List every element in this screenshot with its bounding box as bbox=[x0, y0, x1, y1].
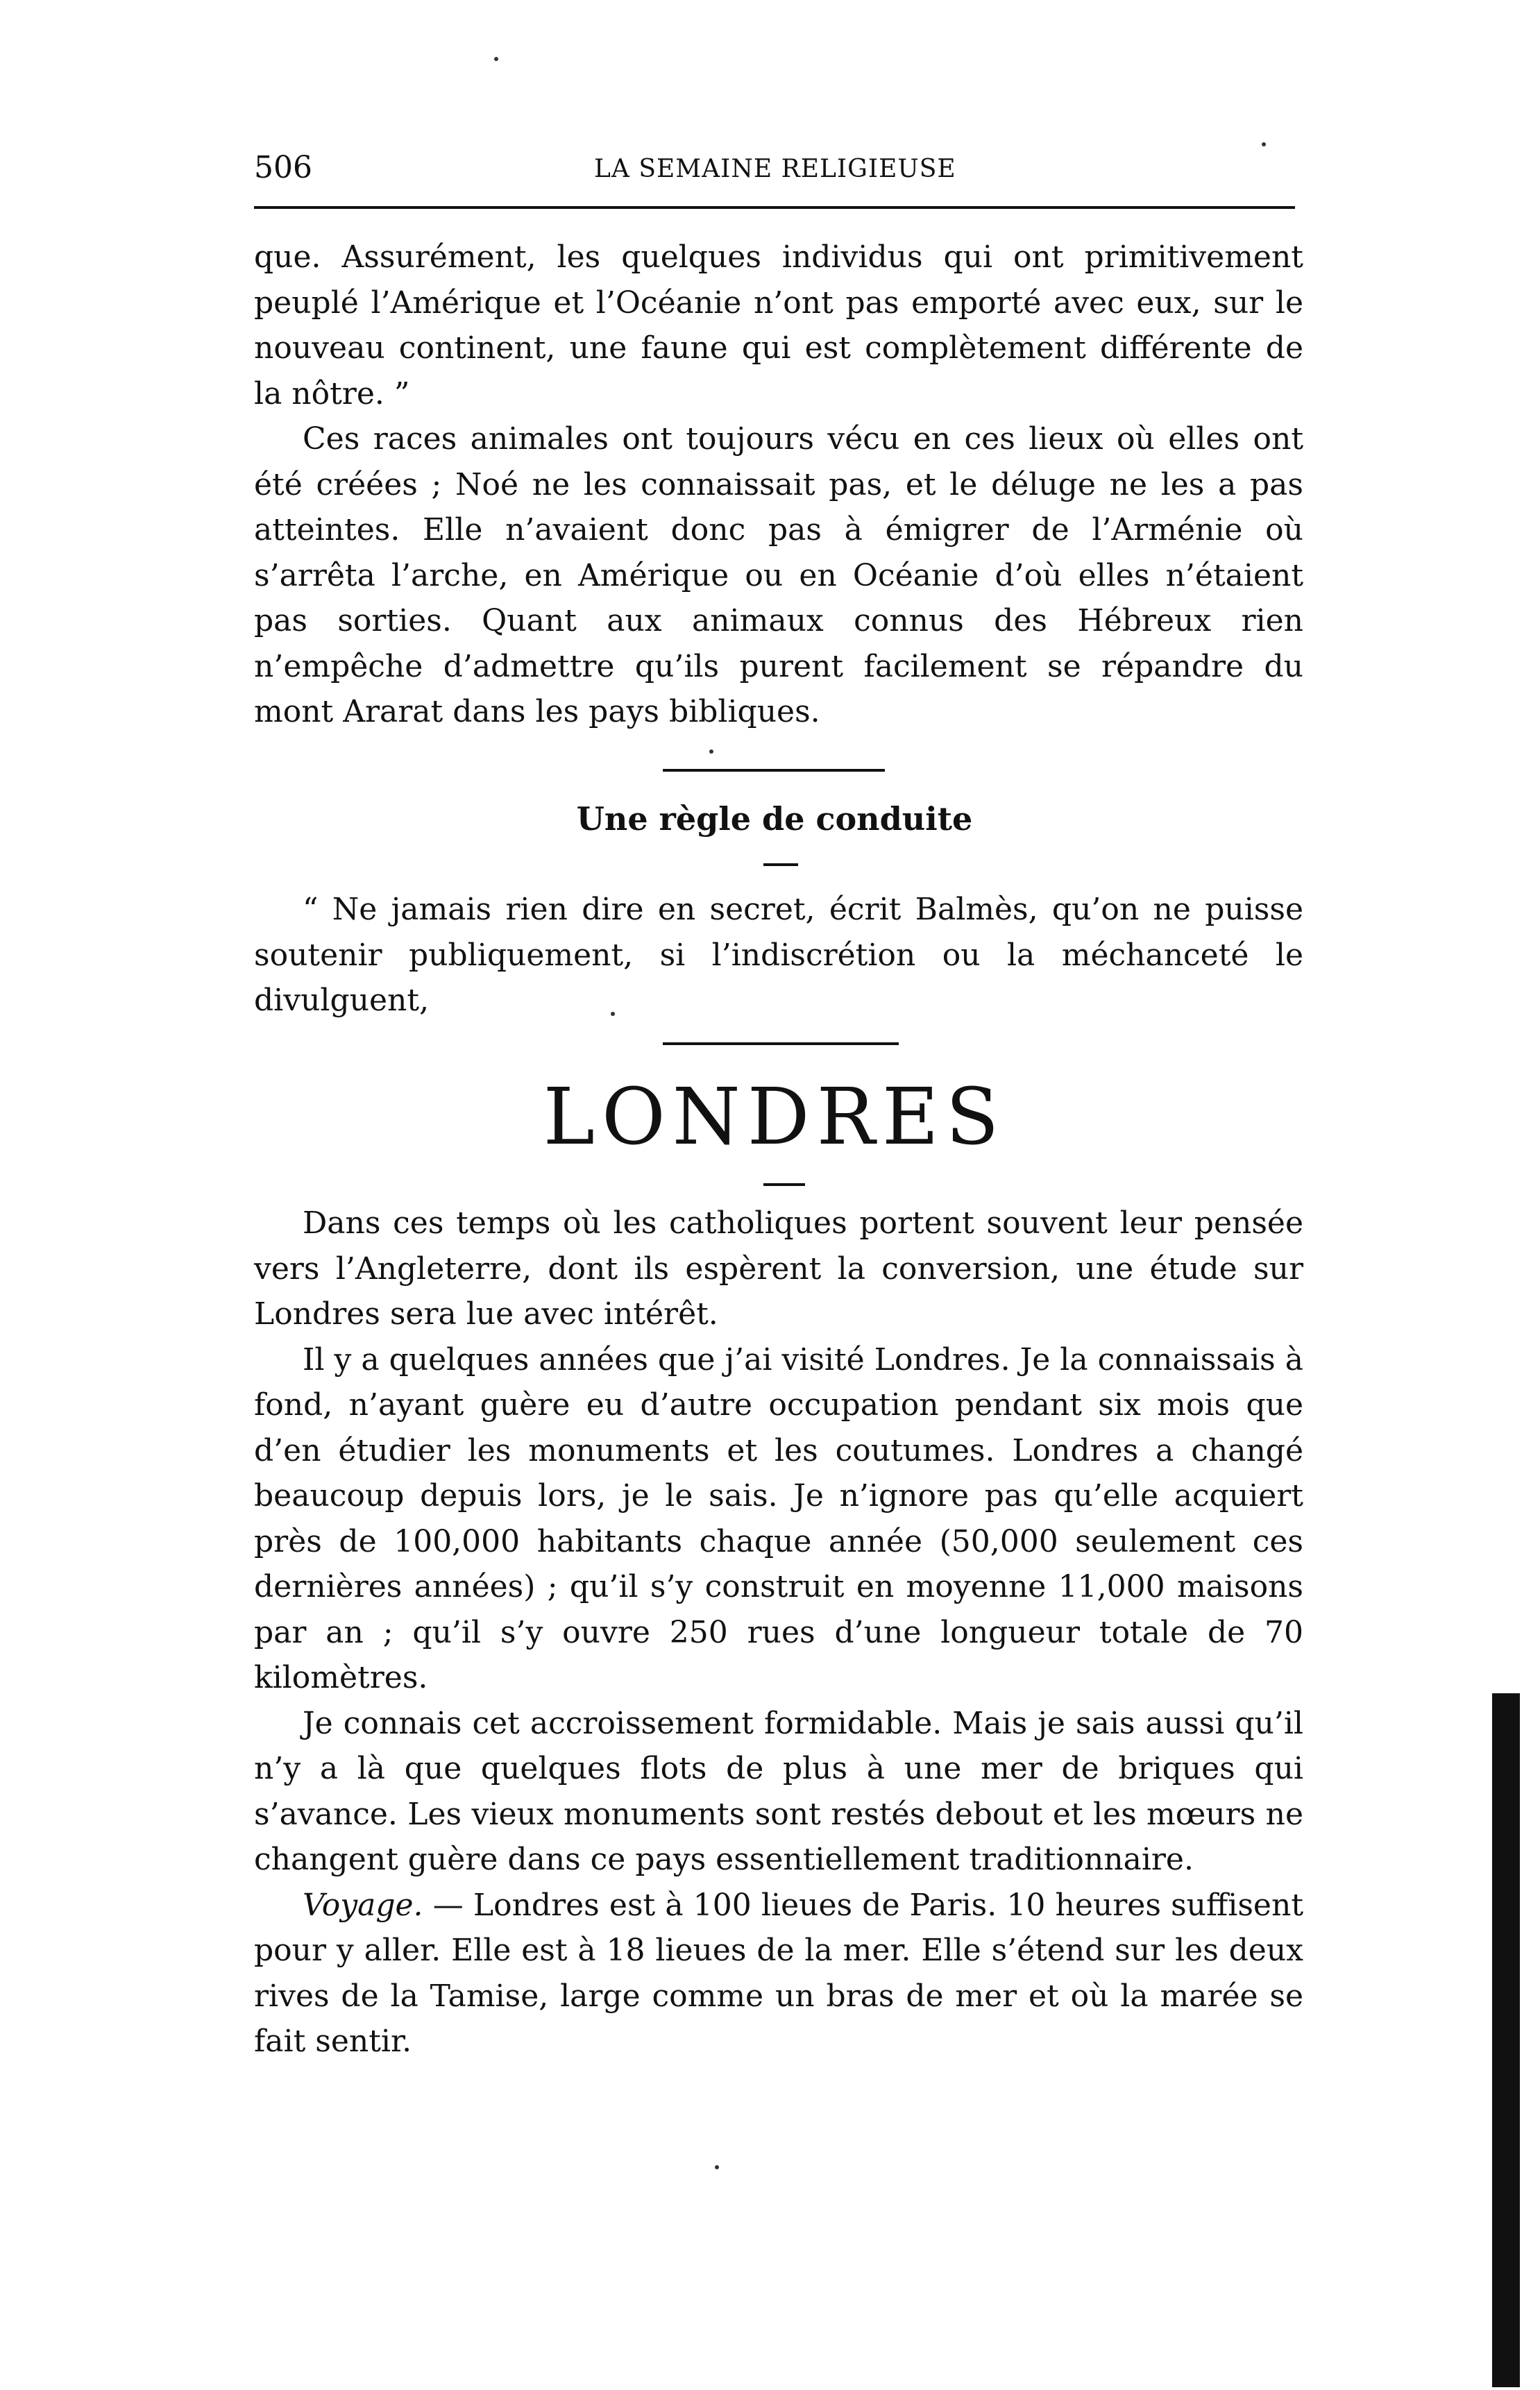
paragraph: “ Ne jamais rien dire en secret, écrit Balmès, qu’on ne puisse soutenir publiquement, si l’indiscrétion ou la méchanceté le divulguent, bbox=[254, 892, 1303, 1018]
paragraph bbox=[254, 1883, 1303, 2065]
paragraph: que. Assurément, les quelques individus qui ont primitivement peuplé l’Amérique et l’Océanie n’ont pas emporté avec eux, sur le nouveau continent, une faune qui est complètement différente de la nôtre. ” bbox=[254, 239, 1303, 412]
page-number: 506 bbox=[254, 150, 312, 185]
page-header bbox=[254, 147, 1295, 189]
paragraph-text: — Londres est à 100 lieues de Paris. 10 heures suffisent pour y aller. Elle est à 18 lieues de la mer. Elle s’étend sur les deux rives de la Tamise, large comme un bras de mer et où la marée se fait sentir. bbox=[254, 1887, 1303, 2059]
continuation-block bbox=[254, 235, 1303, 735]
scan-speck bbox=[1262, 142, 1266, 146]
heading-dash bbox=[763, 1183, 805, 1186]
section-divider bbox=[663, 769, 885, 772]
quote-block bbox=[254, 887, 1303, 1024]
scan-speck bbox=[715, 2165, 719, 2169]
section-heading: Une règle de conduite bbox=[576, 800, 973, 838]
section-divider bbox=[663, 1042, 899, 1045]
binding-edge-mark bbox=[1492, 1693, 1520, 2387]
article-body bbox=[254, 1201, 1303, 2065]
paragraph: Ces races animales ont toujours vécu en ces lieux où elles ont été créées ; Noé ne les connaissait pas, et le déluge ne les a pas atteintes. Elle n’avaient donc pas à émigrer de l’Arménie où s’arrêta l’arche, en Amérique ou en Océanie d’où elles n’étaient pas sorties. Quant aux animaux connus des Hébreux rien n’empêche d’admettre qu’ils purent facilement se répandre du mont Ararat dans les pays bibliques. bbox=[254, 421, 1303, 729]
paragraph: Je connais cet accroissement formidable. Mais je sais aussi qu’il n’y a là que quelques flots de plus à une mer de briques qui s’avance. Les vieux monuments sont restés debout et les mœurs ne changent guère dans ce pays essentiellement traditionnaire. bbox=[254, 1705, 1303, 1877]
paragraph: Il y a quelques années que j’ai visité Londres. Je la connaissais à fond, n’ayant guère eu d’autre occupation pendant six mois que d’en étudier les monuments et les coutumes. Londres a changé beaucoup depuis lors, je le sais. Je n’ignore pas qu’elle acquiert près de 100,000 habitants chaque année (50,000 seulement ces dernières années) ; qu’il s’y construit en moyenne 11,000 maisons par an ; qu’il s’y ouvre 250 rues d’une longueur totale de 70 kilomètres. bbox=[254, 1341, 1303, 1695]
heading-dash bbox=[763, 863, 798, 866]
running-title: LA SEMAINE RELIGIEUSE bbox=[594, 155, 956, 183]
article-title: LONDRES bbox=[543, 1072, 1006, 1162]
scan-speck bbox=[709, 749, 713, 754]
header-rule bbox=[254, 206, 1295, 209]
scan-speck bbox=[494, 57, 498, 61]
paragraph: Dans ces temps où les catholiques portent souvent leur pensée vers l’Angleterre, dont ils espèrent la conversion, une étude sur Londres sera lue avec intérêt. bbox=[254, 1205, 1303, 1332]
paragraph-lead: Voyage. bbox=[303, 1887, 423, 1923]
